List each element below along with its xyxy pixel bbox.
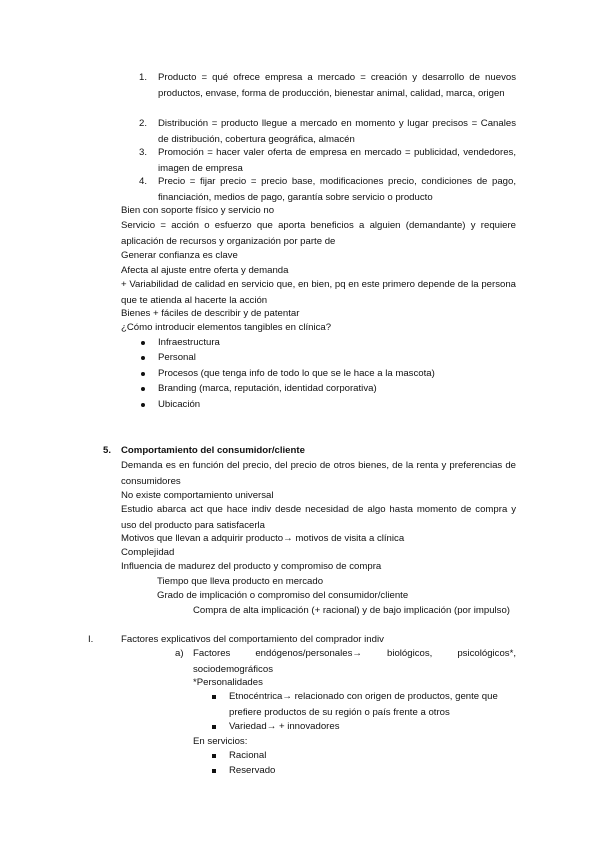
text-ajuste: Afecta al ajuste entre oferta y demanda	[121, 265, 289, 276]
text-variedad: Variedad→ + innovadores	[229, 721, 340, 732]
list-number: 3.	[139, 147, 148, 158]
text-pregunta: ¿Cómo introducir elementos tangibles en clínica?	[121, 322, 332, 333]
text-reservado: Reservado	[229, 765, 276, 776]
text-personalidades: *Personalidades	[193, 677, 263, 688]
list-number: 4.	[139, 176, 148, 187]
list-item: Infraestructura	[158, 337, 220, 348]
bullet-icon	[141, 403, 145, 407]
list-number: 1.	[139, 72, 148, 83]
list-item: Personal	[158, 352, 196, 363]
bullet-icon	[212, 754, 216, 758]
text-estudio: Estudio abarca act que hace indiv desde necesidad de algo hasta momento de compra y uso del producto para satisfacerla	[121, 504, 516, 531]
section-number: 5.	[103, 445, 112, 456]
list-item-precio: Precio = fijar precio = precio base, modificaciones precio, condiciones de pago, financiación, medios de pago, garantía sobre servicio o producto	[158, 176, 516, 203]
bullet-icon	[141, 341, 145, 345]
text-factores-explicativos: Factores explicativos del comportamiento del comprador indiv	[121, 634, 384, 645]
text-en-servicios: En servicios:	[193, 736, 248, 747]
list-item-promocion: Promoción = hacer valer oferta de empresa en mercado = publicidad, vendedores, imagen de empresa	[158, 147, 516, 174]
list-number: 2.	[139, 118, 148, 129]
text-demanda: Demanda es en función del precio, del precio de otros bienes, de la renta y preferencias de consumidores	[121, 460, 516, 487]
section-title: Comportamiento del consumidor/cliente	[121, 445, 305, 456]
bullet-icon	[212, 725, 216, 729]
text-grado: Grado de implicación o compromiso del consumidor/cliente	[157, 590, 409, 601]
list-item-producto: Producto = qué ofrece empresa a mercado = creación y desarrollo de nuevos productos, envase, forma de producción, bienestar animal, calidad, marca, origen	[158, 72, 516, 99]
text-etnocentrica: Etnocéntrica→ relacionado con origen de productos, gente que prefiere productos de su región o país frente a otros	[229, 691, 498, 718]
text-motivos: Motivos que llevan a adquirir producto→ motivos de visita a clínica	[121, 533, 405, 544]
bullet-icon	[212, 695, 216, 699]
text-bien-soporte: Bien con soporte físico y servicio no	[121, 205, 275, 216]
text-factores-endogenos: Factores endógenos/personales→ biológicos, psicológicos*, sociodemográficos	[193, 648, 516, 675]
bullet-icon	[141, 372, 145, 376]
letter-marker: a)	[175, 648, 184, 659]
bullet-icon	[212, 769, 216, 773]
text-influencia: Influencia de madurez del producto y compromiso de compra	[121, 561, 382, 572]
roman-number: I.	[88, 634, 94, 645]
text-compra: Compra de alta implicación (+ racional) y de bajo implicación (por impulso)	[193, 605, 510, 616]
list-item: Procesos (que tenga info de todo lo que se le hace a la mascota)	[158, 368, 435, 379]
text-no-existe: No existe comportamiento universal	[121, 490, 274, 501]
list-item: Branding (marca, reputación, identidad corporativa)	[158, 383, 377, 394]
text-servicio: Servicio = acción o esfuerzo que aporta beneficios a alguien (demandante) y requiere aplicación de recursos y organización por parte de	[121, 220, 516, 247]
text-variabilidad: + Variabilidad de calidad en servicio que, en bien, pq en este primero depende de la persona que te atienda al hacerte la acción	[121, 279, 516, 306]
list-item-distribucion: Distribución = producto llegue a mercado en momento y lugar precisos = Canales de distribución, cobertura geográfica, almacén	[158, 118, 516, 145]
text-racional: Racional	[229, 750, 267, 761]
bullet-icon	[141, 387, 145, 391]
text-complejidad: Complejidad	[121, 547, 175, 558]
text-tiempo: Tiempo que lleva producto en mercado	[157, 576, 324, 587]
list-item: Ubicación	[158, 399, 201, 410]
text-bienes: Bienes + fáciles de describir y de patentar	[121, 308, 300, 319]
text-confianza: Generar confianza es clave	[121, 250, 238, 261]
bullet-icon	[141, 356, 145, 360]
